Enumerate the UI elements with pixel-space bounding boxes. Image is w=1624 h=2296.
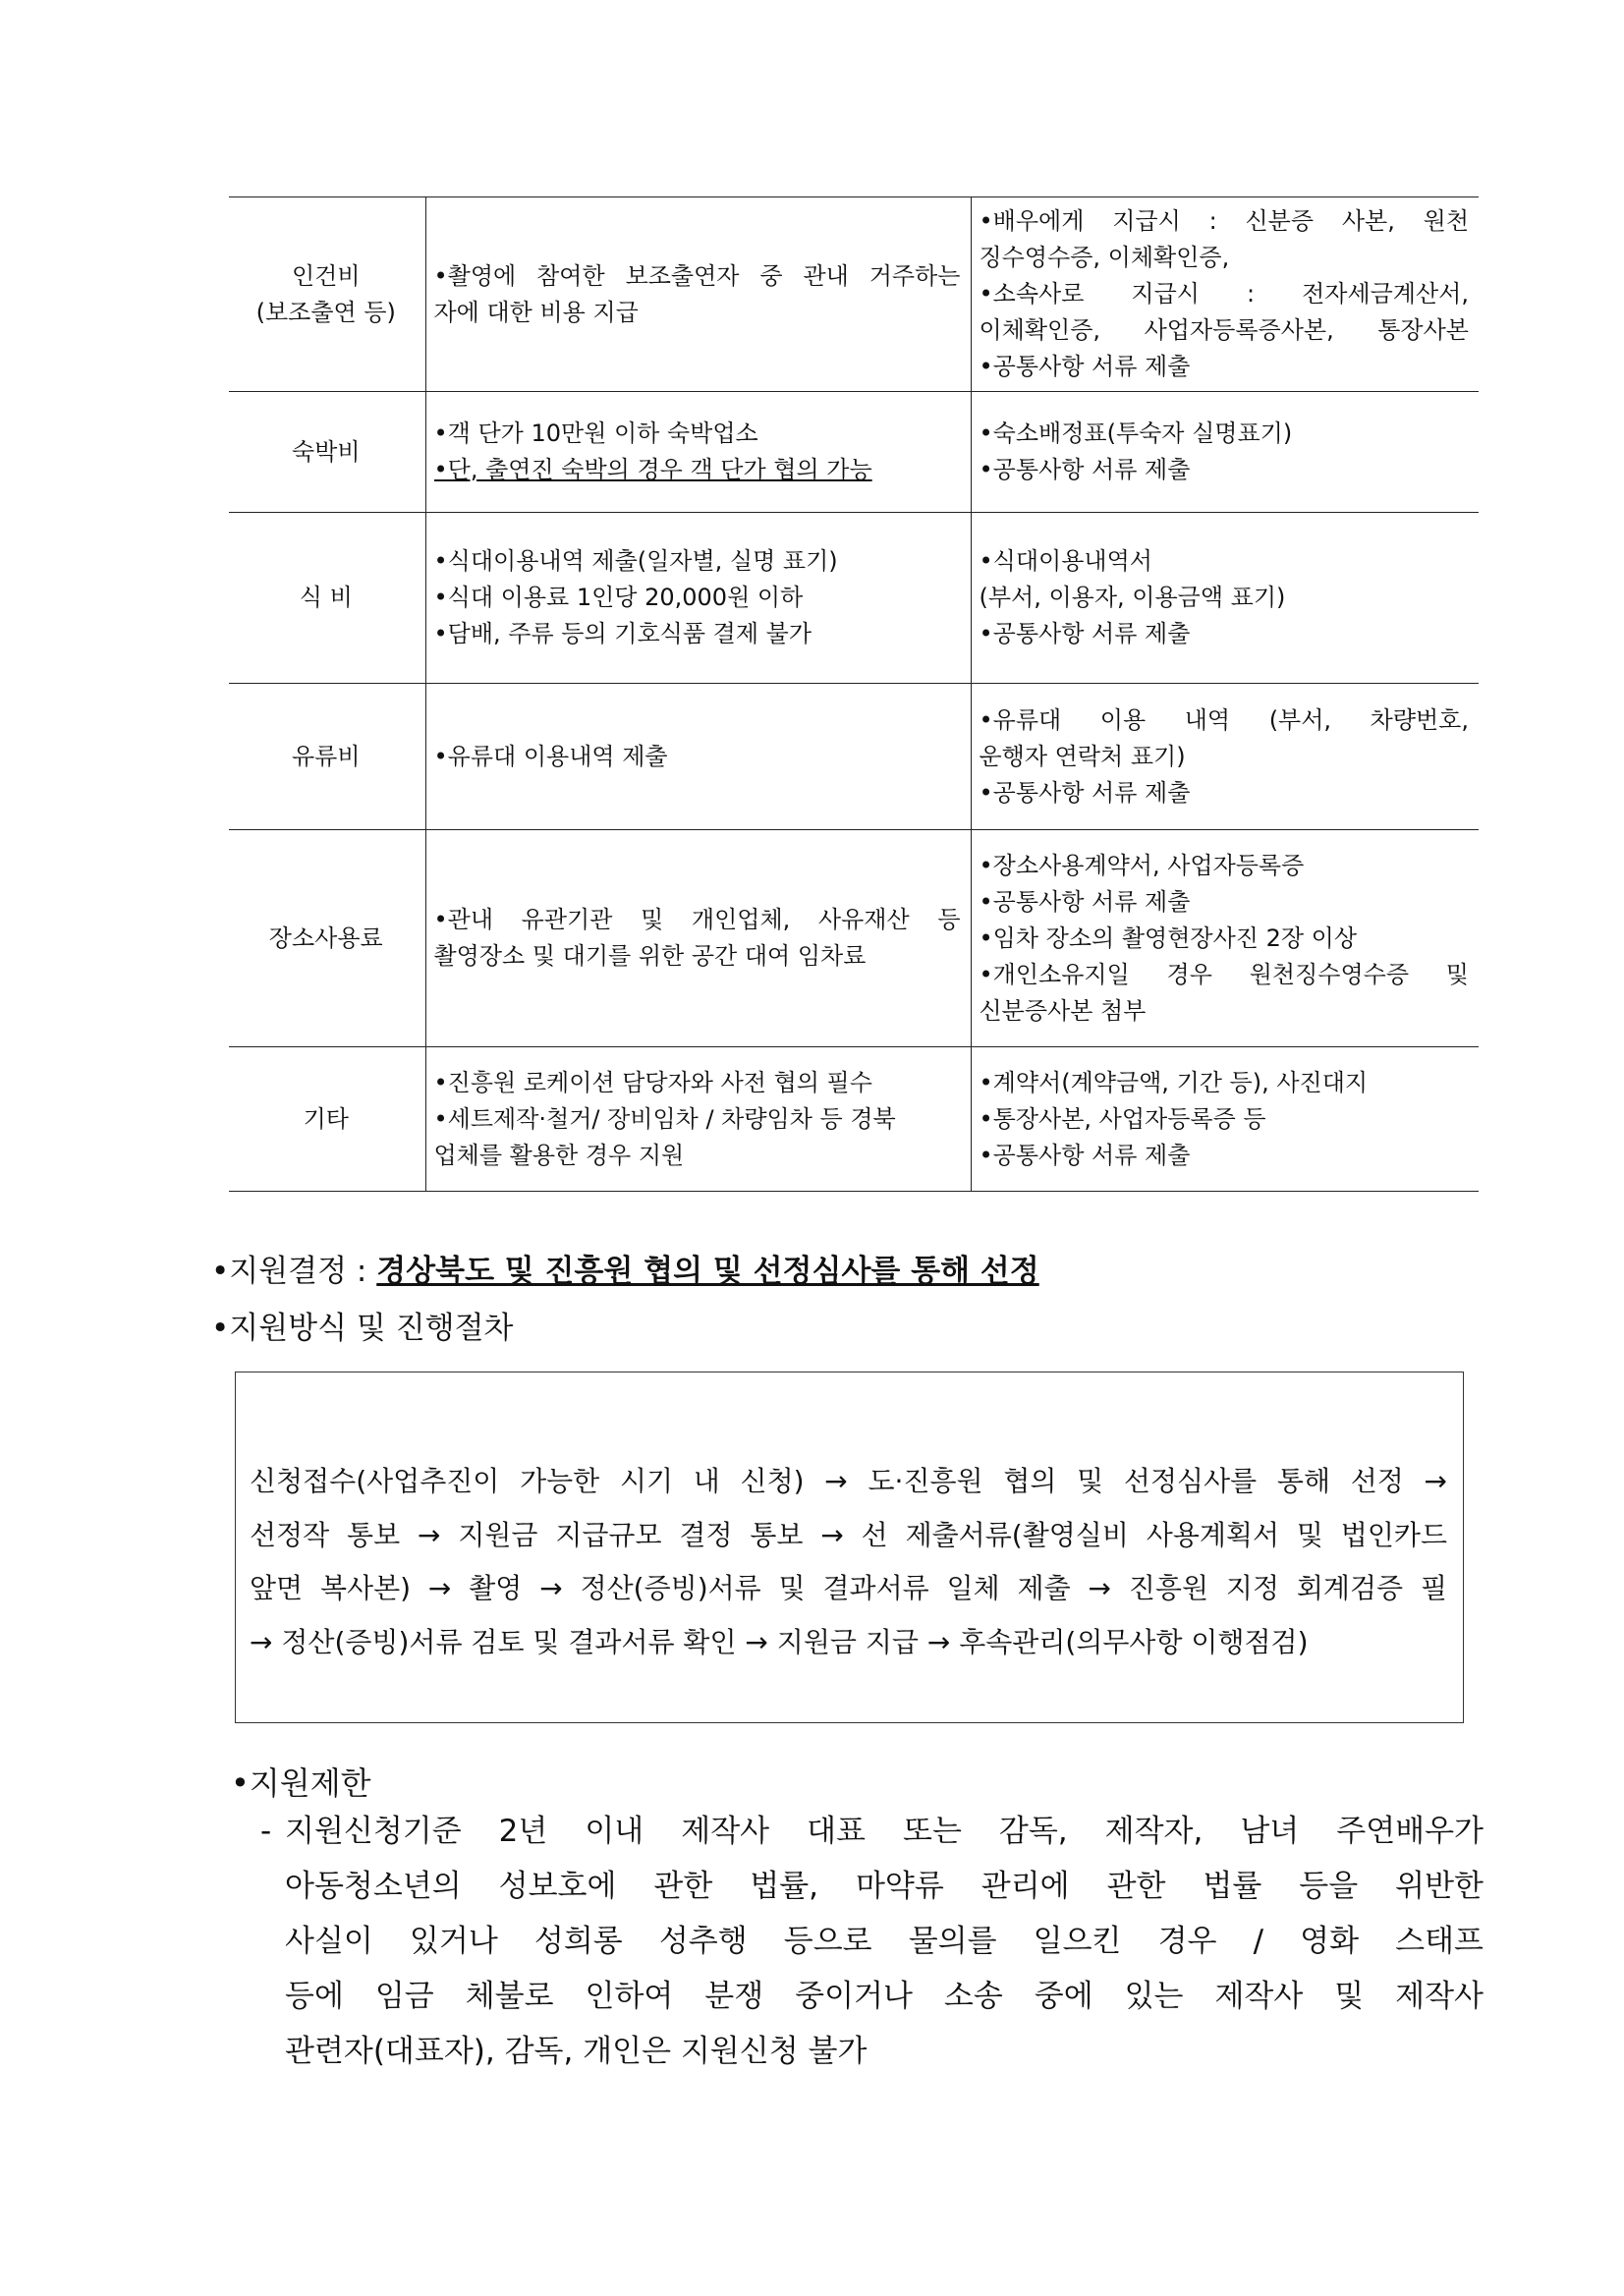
cell-line: •객 단가 10만원 이하 숙박업소 — [433, 420, 758, 447]
expense-category — [229, 1047, 425, 1192]
restriction-heading: •지원제한 — [231, 1764, 371, 1802]
expense-category — [229, 197, 425, 392]
cell-line: •유류대 이용내역 제출 — [433, 742, 668, 770]
restriction-line: 등에 임금 체불로 인하여 분쟁 중이거나 소송 중에 있는 제작사 및 제작사 — [285, 1979, 1484, 2014]
decision-label: •지원결정 : — [211, 1254, 377, 1289]
process-line: → 정산(증빙)서류 검토 및 결과서류 확인 → 지원금 지급 → 후속관리(의무사항 이행점검) — [250, 1625, 1309, 1658]
cell-line: •공통사항 서류 제출 — [979, 778, 1191, 807]
support-criteria — [425, 392, 971, 513]
support-criteria — [425, 197, 971, 392]
cell-line: •공통사항 서류 제출 — [979, 887, 1191, 916]
cell-line: •임차 장소의 촬영현장사진 2장 이상 — [979, 924, 1358, 952]
table-row — [229, 392, 1479, 513]
cell-line: •식대 이용료 1인당 20,000원 이하 — [433, 584, 804, 611]
expense-category — [229, 513, 425, 684]
dash-marker: - — [260, 1814, 272, 1849]
table-row — [229, 1047, 1479, 1192]
required-documents — [971, 197, 1479, 392]
cell-line: •촬영에 참여한 보조출연자 중 관내 거주하는 — [433, 261, 961, 290]
support-decision — [211, 1246, 1039, 1290]
restriction-line: 지원신청기준 2년 이내 제작사 대표 또는 감독, 제작자, 남녀 주연배우가 — [285, 1814, 1484, 1849]
support-criteria — [425, 1047, 971, 1192]
cell-line: 장소사용료 — [268, 924, 383, 952]
support-method-heading: •지원방식 및 진행절차 — [211, 1311, 514, 1346]
support-criteria — [425, 684, 971, 830]
cell-line: •관내 유관기관 및 개인업체, 사유재산 등 — [433, 906, 961, 933]
cell-line: •담배, 주류 등의 기호식품 결제 불가 — [433, 620, 812, 647]
restriction-line: 관련자(대표자), 감독, 개인은 지원신청 불가 — [285, 2034, 868, 2069]
decision-value: 경상북도 및 진흥원 협의 및 선정심사를 통해 선정 — [376, 1254, 1039, 1289]
cell-line: 인건비 — [291, 261, 361, 290]
cell-line: •소속사로 지급시 : 전자세금계산서, — [979, 280, 1469, 308]
cell-line: •식대이용내역서 — [979, 547, 1152, 575]
table-row — [229, 197, 1479, 392]
cell-line: 업체를 활용한 경우 지원 — [433, 1141, 685, 1169]
required-documents — [971, 1047, 1479, 1192]
cell-line: (부서, 이용자, 이용금액 표기) — [979, 584, 1286, 611]
expense-category — [229, 684, 425, 830]
restriction-line: 아동청소년의 성보호에 관한 법률, 마약류 관리에 관한 법률 등을 위반한 — [285, 1869, 1484, 1904]
cell-line: 기타 — [303, 1104, 349, 1133]
support-criteria — [425, 830, 971, 1047]
cell-line: •단, 출연진 숙박의 경우 객 단가 협의 가능 — [433, 456, 872, 483]
cell-line: (보조출연 등) — [255, 298, 396, 326]
cell-line: 신분증사본 첨부 — [979, 996, 1147, 1025]
cell-line: •공통사항 서류 제출 — [979, 620, 1191, 647]
cell-line: •유류대 이용 내역 (부서, 차량번호, — [979, 705, 1469, 734]
cell-line: 숙박비 — [291, 437, 361, 466]
required-documents — [971, 830, 1479, 1047]
restriction-line: 사실이 있거나 성희롱 성추행 등으로 물의를 일으킨 경우 / 영화 스태프 — [285, 1924, 1484, 1959]
table-row — [229, 684, 1479, 830]
cell-line: 유류비 — [291, 742, 361, 770]
table-row — [229, 830, 1479, 1047]
cell-line: •장소사용계약서, 사업자등록증 — [979, 851, 1305, 879]
cell-line: •통장사본, 사업자등록증 등 — [979, 1104, 1266, 1133]
cell-line: 운행자 연락처 표기) — [979, 742, 1186, 770]
cell-line: •공통사항 서류 제출 — [979, 1141, 1191, 1169]
cell-line: 식 비 — [299, 584, 353, 611]
cell-line: •계약서(계약금액, 기간 등), 사진대지 — [979, 1068, 1369, 1096]
expense-category — [229, 392, 425, 513]
cell-line: 징수영수증, 이체확인증, — [979, 244, 1230, 271]
cell-line: •공통사항 서류 제출 — [979, 456, 1191, 483]
table-row — [229, 513, 1479, 684]
cell-line: •식대이용내역 제출(일자별, 실명 표기) — [433, 547, 838, 575]
cell-line: 이체확인증, 사업자등록증사본, 통장사본 — [979, 316, 1469, 344]
process-line: 선정작 통보 → 지원금 지급규모 결정 통보 → 선 제출서류(촬영실비 사용계획서 및 법인카드 — [250, 1518, 1447, 1551]
process-line: 앞면 복사본) → 촬영 → 정산(증빙)서류 및 결과서류 일체 제출 → 진흥원 지정 회계검증 필 — [250, 1572, 1447, 1604]
cell-line: •개인소유지일 경우 원천징수영수증 및 — [979, 960, 1469, 988]
expense-category — [229, 830, 425, 1047]
required-documents — [971, 684, 1479, 830]
process-box — [235, 1372, 1464, 1723]
required-documents — [971, 513, 1479, 684]
process-line: 신청접수(사업추진이 가능한 시기 내 신청) → 도·진흥원 협의 및 선정심사를 통해 선정 → — [250, 1465, 1447, 1497]
expense-table — [229, 196, 1479, 1192]
restriction-paragraph — [285, 1804, 1484, 2079]
cell-line: •진흥원 로케이션 담당자와 사전 협의 필수 — [433, 1068, 872, 1096]
cell-line: •세트제작·철거/ 장비임차 / 차량임차 등 경북 — [433, 1104, 896, 1133]
required-documents — [971, 392, 1479, 513]
cell-line: •숙소배정표(투숙자 실명표기) — [979, 420, 1293, 447]
cell-line: 촬영장소 및 대기를 위한 공간 대여 임차료 — [433, 942, 867, 970]
support-criteria — [425, 513, 971, 684]
cell-line: 자에 대한 비용 지급 — [433, 298, 639, 326]
cell-line: •공통사항 서류 제출 — [979, 353, 1191, 380]
cell-line: •배우에게 지급시 : 신분증 사본, 원천 — [979, 207, 1469, 235]
